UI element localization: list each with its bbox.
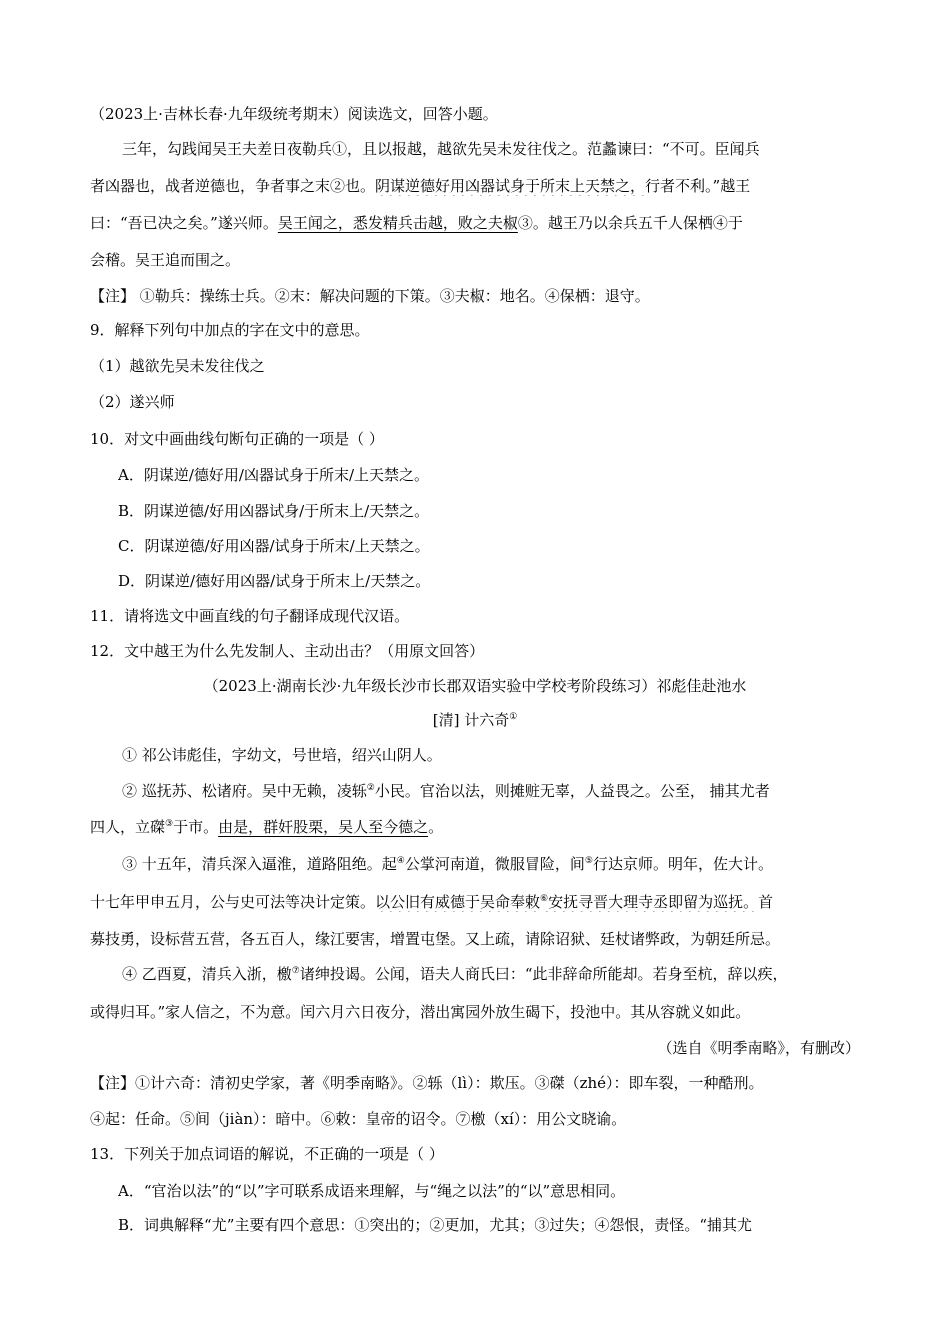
- text-segment: （2）: [90, 393, 130, 411]
- text-segment: 者凶器也，战者逆德也，争者事之末②也。: [90, 177, 376, 195]
- text-segment: 。公闻，语夫人商氏曰：“此非辞命所能却。若身至杭，辞以疾，: [359, 965, 788, 983]
- question-13-option-b[interactable]: B．词典解释“尤”主要有四个意思：①突出的；②更加，尤其；③过失；④怨恨，责怪。“捕其尤: [118, 1216, 753, 1234]
- text-segment: 公掌河南道，微服冒险，间: [404, 855, 585, 873]
- dotted-character: 谒: [344, 965, 360, 983]
- text-segment: 兴师: [144, 393, 175, 411]
- text-segment: 之: [249, 357, 265, 375]
- text-segment: ③。越王乃以余兵五千人保栖④于: [517, 214, 743, 232]
- question-10-option-b[interactable]: B．阴谋逆德/好用凶器试身/于所末上/天禁之。: [118, 502, 430, 520]
- dotted-character: 尤: [739, 782, 755, 800]
- passage1-line: [90, 176, 860, 196]
- question-9-item-1: [90, 356, 860, 376]
- footnote-marker: ④: [396, 856, 405, 866]
- question-10-stem: 10．对文中画曲线句断句正确的一项是（ ）: [90, 430, 384, 448]
- author-name: [清] 计六奇: [432, 711, 510, 729]
- passage2-author: [90, 710, 860, 730]
- passage2-line: [122, 781, 860, 801]
- footnote-marker: ⑦: [291, 966, 300, 976]
- text-segment: ② 巡抚苏、松诸府。吴中无赖，凌轹: [122, 782, 367, 800]
- text-segment: （1）越欲先吴未发往: [90, 357, 235, 375]
- text-segment: 小民。官治: [374, 782, 450, 800]
- text-segment: 者: [754, 782, 770, 800]
- text-segment: ，不为意。闰六月六日夜分，潜出寓园外放生碣下，投池中。其从容就义如此。: [225, 1003, 751, 1021]
- passage1-line: 会稽。吴王追而围之。: [90, 251, 241, 269]
- text-segment: 首: [758, 893, 774, 911]
- passage1-source: （2023上·吉林长春·九年级统考期末）阅读选文，回答小题。: [90, 105, 498, 123]
- passage2-line: [90, 1002, 860, 1022]
- footnote-marker: ②: [366, 783, 375, 793]
- passage1-line: 三年，勾践闻吴王夫差日夜勒兵①，且以报越，越欲先吴未发往伐之。范蠡谏曰：“不可。臣闻兵: [122, 140, 760, 158]
- footnote-marker: ⑥: [540, 894, 549, 904]
- text-segment: 十七年甲申五月，公与史可法等决计定策。: [90, 893, 376, 911]
- wavy-underlined-sentence: 阴谋逆德好用凶器试身于所末上天禁之，: [375, 177, 646, 195]
- text-segment: 于市。: [173, 818, 219, 836]
- passage2-note: ④起：任命。⑤间（jiàn）：暗中。⑥敕：皇帝的诏令。⑦檄（xí）：用公文晓谕。: [90, 1110, 627, 1128]
- underlined-sentence: 由是，群奸股栗，吴人至今德之: [218, 818, 429, 836]
- passage2-note: 【注】①计六奇：清初史学家，著《明季南略》。②轹（lì）：欺压。③磔（zhé）：即车裂，一种酷刑。: [90, 1074, 764, 1092]
- question-10-option-a[interactable]: A．阴谋逆/德好用/凶器试身于所末/上天禁之。: [118, 466, 429, 484]
- text-segment: 法，则摊赃无辜，人益畏之。公至， 捕其: [464, 782, 740, 800]
- passage2-line: [122, 964, 860, 984]
- text-segment: 诸绅投: [299, 965, 345, 983]
- passage2-line: [122, 854, 860, 874]
- question-10-option-d[interactable]: D．阴谋逆/德好用凶器/试身于所末上/天禁之。: [118, 572, 431, 590]
- passage1-note: 【注】 ①勒兵：操练士兵。②末：解决问题的下策。③夫椒：地名。④保栖：退守。: [90, 287, 650, 305]
- text-segment: 行达京师。明年，佐大计。: [592, 855, 773, 873]
- passage2-source-note: （选自《明季南略》，有删改）: [657, 1039, 860, 1057]
- question-10-option-c[interactable]: C．阴谋逆德/好用凶器/试身于所末/上天禁之。: [118, 537, 430, 555]
- passage2-line: [90, 892, 860, 912]
- dotted-character: 起: [381, 855, 397, 873]
- dotted-character: 遂: [129, 393, 145, 411]
- text-segment: 曰：“吾已决之矣。”遂兴师。: [90, 214, 278, 232]
- passage2-line: [90, 817, 860, 837]
- question-12-stem: 12．文中越王为什么先发制人、主动出击？（用原文回答）: [90, 642, 485, 660]
- question-13-option-a[interactable]: A．“官治以法”的“以”字可联系成语来理解，与“绳之以法”的“以”意思相同。: [118, 1182, 626, 1200]
- text-segment: 行者不利。”越王: [645, 177, 751, 195]
- question-9-stem: 9．解释下列句中加点的字在文中的意思。: [90, 321, 370, 339]
- footnote-marker: ⑤: [584, 856, 593, 866]
- question-13-stem: 13．下列关于加点词语的解说，不正确的一项是（ ）: [90, 1145, 444, 1163]
- wavy-underlined-sentence: [375, 893, 758, 911]
- underlined-sentence: 吴王闻之，悉发精兵击越，败之夫椒: [277, 214, 518, 232]
- text-segment: 或得归耳。”家人信: [90, 1003, 211, 1021]
- footnote-marker: ③: [165, 819, 174, 829]
- text-segment: 安抚寻晋大理寺丞即留为巡抚。: [548, 893, 759, 911]
- passage2-source: （2023上·湖南长沙·九年级长沙市长郡双语实验中学校考阶段练习）祁彪佳赴池水: [203, 677, 747, 695]
- footnote-marker: ①: [509, 712, 518, 722]
- text-segment: 四人，立磔: [90, 818, 166, 836]
- passage2-para-1: ① 祁公讳彪佳，字幼文，号世培，绍兴山阴人。: [122, 746, 442, 764]
- dotted-character: 以: [449, 782, 465, 800]
- dotted-character: 伐: [234, 357, 250, 375]
- question-11-stem: 11．请将选文中画直线的句子翻译成现代汉语。: [90, 607, 410, 625]
- dotted-character: 之: [210, 1003, 226, 1021]
- text-segment: ④ 乙酉夏，清兵入浙，檄: [122, 965, 292, 983]
- question-9-item-2: [90, 392, 860, 412]
- text-segment: 以公旧有威德于吴命奉敕: [375, 893, 541, 911]
- text-segment: 。: [428, 818, 444, 836]
- passage1-line: [90, 213, 860, 233]
- text-segment: ③ 十五年，清兵深入逼淮，道路阻绝。: [122, 855, 382, 873]
- passage2-line: 募技勇，设标营五营，各五百人，缘江要害，增置屯堡。又上疏，请除诏狱、廷杖诸弊政，为朝廷所忌。: [90, 930, 781, 948]
